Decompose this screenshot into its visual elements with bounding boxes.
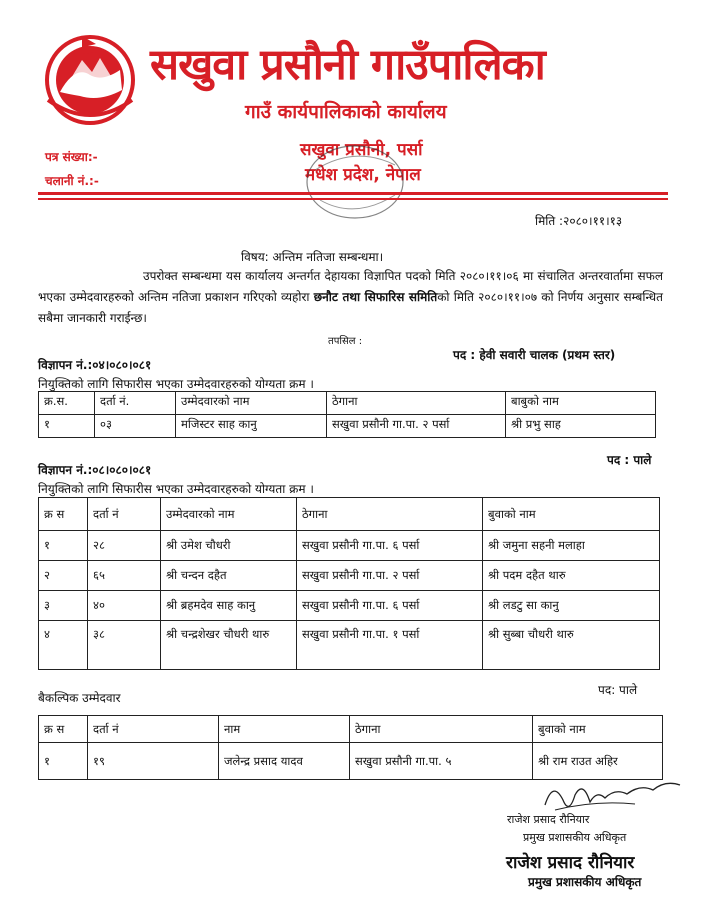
- cell-sn: १: [39, 531, 88, 561]
- table-row: [39, 531, 660, 561]
- cell-reg: २८: [88, 531, 161, 561]
- post-title-2: पद : पाले: [607, 453, 652, 467]
- cell-reg: ०३: [95, 415, 176, 438]
- col-header-name: नाम: [219, 716, 350, 743]
- header-rule-thick: [38, 192, 668, 195]
- header-rule-thin: [38, 198, 668, 200]
- cell-address: सखुवा प्रसौनी गा.पा. ६ पर्सा: [297, 531, 483, 561]
- table-row: [39, 621, 660, 670]
- table-header-row: [39, 498, 660, 531]
- cell-sn: २: [39, 561, 88, 591]
- cell-father: श्री पदम दहैत थारु: [483, 561, 660, 591]
- col-header-father: बुवाको नाम: [483, 498, 660, 531]
- letter-subject: विषय: अन्तिम नतिजा सम्बन्धमा।: [241, 250, 384, 264]
- post-title-1: पद : हेवी सवारी चालक (प्रथम स्तर): [453, 348, 616, 362]
- col-header-reg: दर्ता नं: [88, 498, 161, 531]
- cell-name: श्री उमेश चौधरी: [161, 531, 297, 561]
- dispatch-number-label: चलानी नं.:-: [45, 174, 99, 188]
- cell-sn: ३: [39, 591, 88, 621]
- col-header-father: बुवाको नाम: [533, 716, 663, 743]
- signatory-name: राजेश प्रसाद रौनियार: [506, 853, 635, 873]
- signatory-title: प्रमुख प्रशासकीय अधिकृत: [528, 875, 642, 889]
- annex-label: तपसिल :: [328, 336, 363, 347]
- col-header-name: उम्मेदवारको नाम: [176, 392, 327, 415]
- cell-reg: ३८: [88, 621, 161, 670]
- cell-reg: ६५: [88, 561, 161, 591]
- table-row: [39, 591, 660, 621]
- post-title-3: पद: पाले: [598, 683, 638, 697]
- col-header-sn: क्र स: [39, 498, 88, 531]
- table-row: [39, 561, 660, 591]
- office-stamp-icon: [300, 140, 410, 225]
- cell-address: सखुवा प्रसौनी गा.पा. १ पर्सा: [297, 621, 483, 670]
- cell-father: श्री प्रभु साह: [506, 415, 656, 438]
- cell-address: सखुवा प्रसौनी गा.पा. २ पर्सा: [327, 415, 506, 438]
- col-header-name: उम्मेदवारको नाम: [161, 498, 297, 531]
- address-line-2: मधेश प्रदेश, नेपाल: [305, 165, 421, 185]
- municipality-title: सखुवा प्रसौनी गाउँपालिका: [150, 40, 545, 90]
- cell-sn: ४: [39, 621, 88, 670]
- cell-address: सखुवा प्रसौनी गा.पा. ५: [350, 743, 533, 780]
- advert-number-2: विज्ञापन नं.:०८।०८०।०८१: [38, 463, 152, 477]
- results-table-2: [38, 497, 660, 670]
- table-header-row: [39, 716, 663, 743]
- col-header-address: ठेगाना: [350, 716, 533, 743]
- cell-address: सखुवा प्रसौनी गा.पा. २ पर्सा: [297, 561, 483, 591]
- committee-name: छनौट तथा सिफारिस समिति: [313, 290, 438, 304]
- cell-address: सखुवा प्रसौनी गा.पा. ६ पर्सा: [297, 591, 483, 621]
- cell-father: श्री लडटु सा कानु: [483, 591, 660, 621]
- col-header-reg: दर्ता नं.: [95, 392, 176, 415]
- cell-name: जलेन्द्र प्रसाद यादव: [219, 743, 350, 780]
- col-header-sn: क्र स: [39, 716, 88, 743]
- cell-name: श्री चन्द्रशेखर चौधरी थारु: [161, 621, 297, 670]
- cell-father: श्री सुब्बा चौधरी थारु: [483, 621, 660, 670]
- table-row: [39, 415, 656, 438]
- emblem-logo: [40, 30, 140, 125]
- col-header-sn: क्र.स.: [39, 392, 95, 415]
- table-caption-2: नियुक्तिको लागि सिफारीस भएका उम्मेदवारहरुको योग्यता क्रम ।: [38, 482, 314, 496]
- letter-date: मिति :२०८०।११।१३: [535, 214, 623, 228]
- body-text-1: उपरोक्त सम्बन्धमा यस कार्यालय अन्तर्गत देहायका विज्ञापित पदको मिति २०८०।११।०६ मा संचालित अन्तरवार्तामा सफल भएका उम्मेदवारहरुको अन्तिम नतिजा प्रकाशन गरिएको व्यहोरा: [38, 269, 663, 304]
- signatory-title-small: प्रमुख प्रशासकीय अधिकृत: [523, 831, 627, 844]
- cell-reg: ४०: [88, 591, 161, 621]
- col-header-father: बाबुको नाम: [506, 392, 656, 415]
- cell-reg: १९: [88, 743, 219, 780]
- results-table-1: [38, 391, 656, 438]
- advert-number-1: विज्ञापन नं.:०४।०८०।०८१: [38, 358, 152, 372]
- letter-body: [38, 266, 663, 329]
- signatory-name-small: राजेश प्रसाद रौनियार: [507, 813, 590, 826]
- col-header-address: ठेगाना: [297, 498, 483, 531]
- cell-name: मजिस्टर साह कानु: [176, 415, 327, 438]
- alternate-caption: बैकल्पिक उम्मेदवार: [38, 691, 121, 705]
- address-line-1: सखुवा प्रसौनी, पर्सा: [300, 140, 423, 160]
- reference-number-label: पत्र संख्या:-: [45, 150, 98, 164]
- table-caption-1: नियुक्तिको लागि सिफारीस भएका उम्मेदवारहरुको योग्यता क्रम ।: [38, 377, 314, 391]
- cell-father: श्री राम राउत अहिर: [533, 743, 663, 780]
- cell-name: श्री चन्दन दहैत: [161, 561, 297, 591]
- cell-sn: १: [39, 415, 95, 438]
- body-text-2: को मिति २०८०।११।०७ को निर्णय अनुसार सम्बन्धित सबैमा जानकारी गराईन्छ।: [38, 290, 663, 325]
- cell-name: श्री ब्रहमदेव साह कानु: [161, 591, 297, 621]
- office-subtitle: गाउँ कार्यपालिकाको कार्यालय: [245, 101, 447, 123]
- cell-sn: १: [39, 743, 88, 780]
- table-header-row: [39, 392, 656, 415]
- col-header-address: ठेगाना: [327, 392, 506, 415]
- cell-father: श्री जमुना सहनी मलाहा: [483, 531, 660, 561]
- col-header-reg: दर्ता नं: [88, 716, 219, 743]
